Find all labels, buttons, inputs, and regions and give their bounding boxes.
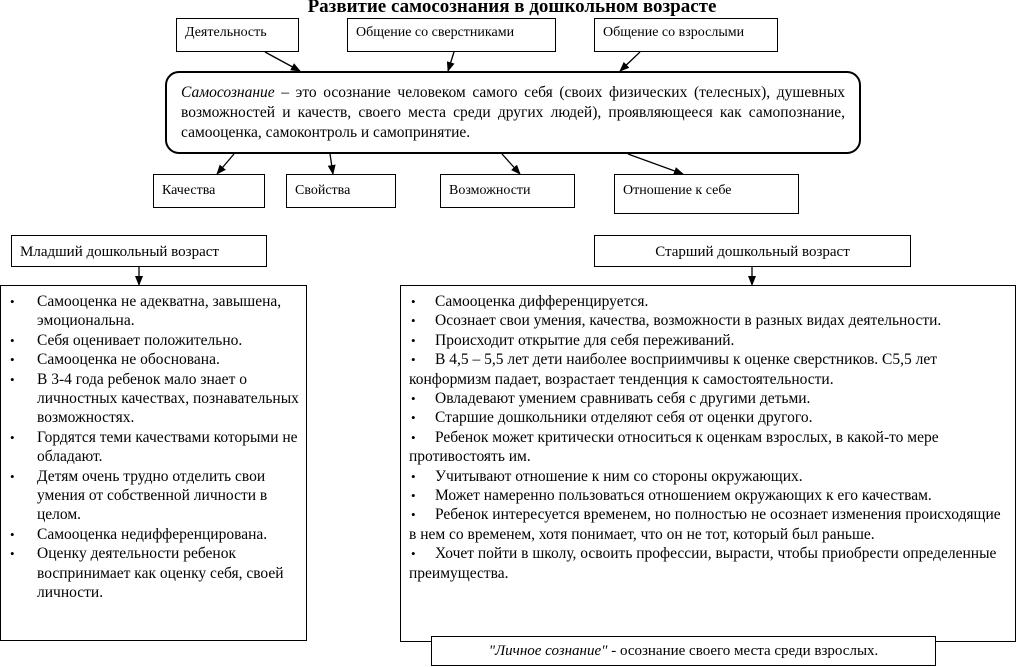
box-abilities-label: Возможности [449,183,531,198]
box-self-attitude-label: Отношение к себе [623,183,732,198]
arrow-activity [265,52,300,71]
box-abilities [440,174,575,208]
list-item-text: Гордятся теми качествами которыми не обладают. [37,428,298,466]
bullet-icon: • [10,294,15,309]
list-item-text: Детям очень трудно отделить свои умения от собственной личности в целом. [37,467,268,524]
bullet-icon: • [10,371,15,387]
list-item: • Хочет пойти в школу, освоить профессии, вырасти, чтобы приобрести определенные преимущества. [409,545,997,582]
list-item-text: Себя оценивает положительно. [37,331,243,349]
arrow-adults [620,52,640,71]
list-item-text: В 3-4 года ребенок мало знает о личностных качествах, познавательных возможностях. [37,370,299,427]
list-item-text: Хочет пойти в школу, освоить профессии, вырасти, чтобы приобрести определенные преимущества. [409,545,997,582]
list-item-text: Самооценка не обоснована. [37,351,220,369]
box-activity-label: Деятельность [185,25,267,40]
bullet-icon: • [10,468,15,484]
list-item [10,525,300,544]
box-qualities [153,174,265,208]
conclusion-box [431,636,936,666]
list-item-text: Оценку деятельности ребенок воспринимает как оценку себя, своей личности. [37,545,284,602]
list-item-text: Старшие дошкольники отделяют себя от оценки другого. [435,409,813,427]
bullet-icon: • [10,429,15,445]
box-qualities-label: Качества [162,183,216,198]
list-item [10,467,300,525]
arrow-qualities [217,154,234,174]
list-item [10,370,300,428]
definition-box [165,71,861,154]
list-item-text: Ребенок интересуется временем, но полностью не осознает изменения происходящие в нем со временем, хотя понимает, что он не тот, который был раньше. [409,506,1001,543]
list-item: • В 4,5 – 5,5 лет дети наиболее восприимчивы к оценке сверстников. С5,5 лет конформизм падает, возрастает тенденция к самостоятельности. [409,351,937,388]
list-item-text: Ребенок может критически относиться к оценкам взрослых, в какой-то мере противостоять им. [409,428,939,466]
box-peer-communication [347,18,556,52]
bullet-icon: • [10,526,15,542]
definition-text: – это осознание человеком самого себя (своих физических (телесных), душевных возможностей и качеств, своего места среди других людей), проявляющееся как самопознание, самооценка, самоконтроль и самопринятие. [181,84,845,141]
list-item: • Осознает свои умения, качества, возможности в разных видах деятельности. [411,312,942,330]
bullet-icon: • [10,546,15,562]
list-item-text: Осознает свои умения, качества, возможности в разных видах деятельности. [435,312,942,330]
conclusion-term: "Личное сознание" [488,643,608,659]
list-item-text: Самооценка не адекватна, завышена, эмоциональна. [37,293,282,330]
list-item-text: Происходит открытие для себя переживаний. [435,331,735,349]
list-item: • Учитывают отношение к ним со стороны окружающих. [411,467,803,485]
list-item [10,292,300,331]
box-self-attitude [614,174,799,214]
list-item: • Ребенок может критически относиться к оценкам взрослых, в какой-то мере противостоять им. [409,428,939,466]
list-item: • Ребенок интересуется временем, но полностью не осознает изменения происходящие в нем со временем, хотя понимает, что он не тот, который был раньше. [409,506,1001,543]
list-item: • Происходит открытие для себя переживаний. [411,331,735,349]
bullet-icon: • [10,352,15,368]
list-item-text: В 4,5 – 5,5 лет дети наиболее восприимчивы к оценке сверстников. С5,5 лет конформизм падает, возрастает тенденция к самостоятельности. [409,351,937,388]
box-peer-communication-label: Общение со сверстниками [356,25,515,40]
list-item-text: Овладевают умением сравнивать себя с другими детьми. [435,390,811,408]
senior-age-header [594,235,911,267]
list-item: • Старшие дошкольники отделяют себя от оценки другого. [411,409,813,427]
list-item-text: Учитывают отношение к ним со стороны окружающих. [435,467,803,485]
junior-age-title: Младший дошкольный возраст [20,244,219,260]
definition-term: Самосознание [181,84,275,101]
page-title: Развитие самосознания в дошкольном возрасте [307,0,717,17]
list-item-text: Самооценка недифференцирована. [37,525,268,543]
list-item: • Может намеренно пользоваться отношением окружающих к его качествам. [411,487,932,505]
arrow-properties [330,154,333,174]
box-properties-label: Свойства [295,183,351,198]
list-item-text: Самооценка дифференцируется. [435,293,649,310]
list-item [10,331,300,350]
bullet-icon: • [10,332,15,348]
list-item [10,544,300,602]
list-item-text: Может намеренно пользоваться отношением окружающих к его качествам. [435,487,932,505]
box-activity [176,18,299,52]
senior-age-title: Старший дошкольный возраст [655,244,850,260]
list-item [10,428,300,467]
conclusion-text: - осознание своего места среди взрослых. [607,643,879,659]
arrow-abilities [502,154,520,174]
junior-characteristics-list [0,285,307,641]
box-properties [286,174,396,208]
list-item [10,350,300,369]
arrow-self-attitude [628,154,683,174]
box-adult-communication-label: Общение со взрослыми [603,25,745,40]
senior-characteristics-list [400,285,1016,642]
junior-age-header [11,235,267,267]
list-item: • Самооценка дифференцируется. [411,293,649,310]
box-adult-communication [594,18,778,52]
list-item: • Овладевают умением сравнивать себя с другими детьми. [411,390,811,408]
arrow-peers [448,52,454,71]
